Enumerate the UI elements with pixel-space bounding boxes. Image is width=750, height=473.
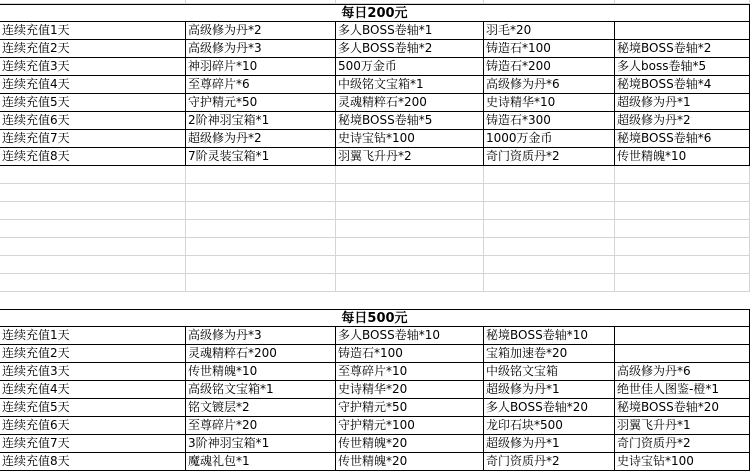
grid-cell[interactable]	[615, 184, 750, 202]
reward-cell[interactable]: 高级修为丹*3	[186, 40, 336, 58]
grid-cell[interactable]	[615, 166, 750, 184]
reward-cell[interactable]: 2阶神羽宝箱*1	[186, 112, 336, 130]
table-row	[0, 148, 750, 166]
grid-cell[interactable]	[336, 184, 484, 202]
reward-cell[interactable]: 铸造石*100	[336, 345, 484, 363]
reward-cell[interactable]: 史诗宝钻*100	[615, 453, 750, 471]
reward-cell[interactable]: 守护精元*50	[186, 94, 336, 112]
day-label-cell[interactable]: 连续充值4天	[0, 381, 186, 399]
table-row	[0, 435, 750, 453]
reward-cell[interactable]: 传世精魄*10	[615, 148, 750, 166]
reward-cell[interactable]: 高级修为丹*6	[615, 363, 750, 381]
reward-cell[interactable]: 多人boss卷轴*5	[615, 58, 750, 76]
reward-cell[interactable]: 中级铭文宝箱	[484, 363, 615, 381]
reward-cell[interactable]: 守护精元*100	[336, 417, 484, 435]
reward-cell[interactable]: 1000万金币	[484, 130, 615, 148]
reward-cell[interactable]: 多人BOSS卷轴*2	[336, 40, 484, 58]
empty-row	[0, 184, 750, 202]
day-label-cell[interactable]: 连续充值3天	[0, 58, 186, 76]
day-label-cell[interactable]: 连续充值7天	[0, 435, 186, 453]
reward-cell[interactable]: 7阶灵装宝箱*1	[186, 148, 336, 166]
reward-cell[interactable]: 铸造石*100	[484, 40, 615, 58]
day-label-cell[interactable]: 连续充值6天	[0, 112, 186, 130]
day-label-cell[interactable]: 连续充值5天	[0, 399, 186, 417]
grid-cell[interactable]	[336, 202, 484, 220]
grid-cell[interactable]	[484, 166, 615, 184]
grid-cell[interactable]	[484, 274, 615, 292]
grid-cell[interactable]	[186, 202, 336, 220]
reward-cell[interactable]: 奇门资质丹*2	[484, 148, 615, 166]
grid-cell[interactable]	[615, 238, 750, 256]
day-label-cell[interactable]: 连续充值3天	[0, 363, 186, 381]
reward-cell[interactable]: 传世精魄*10	[186, 363, 336, 381]
day-label-cell[interactable]: 连续充值2天	[0, 40, 186, 58]
reward-cell[interactable]: 羽毛*20	[484, 22, 615, 40]
grid-cell[interactable]	[186, 274, 336, 292]
table-row	[0, 417, 750, 435]
empty-row	[0, 166, 750, 184]
table-row	[0, 22, 750, 40]
reward-cell[interactable]: 守护精元*50	[336, 399, 484, 417]
reward-cell[interactable]	[615, 345, 750, 363]
reward-cell[interactable]: 铸造石*300	[484, 112, 615, 130]
grid-cell[interactable]	[0, 220, 186, 238]
reward-cell[interactable]: 超级修为丹*1	[484, 435, 615, 453]
grid-cell[interactable]	[186, 184, 336, 202]
grid-cell[interactable]	[336, 220, 484, 238]
reward-cell[interactable]: 魔魂礼包*1	[186, 453, 336, 471]
reward-cell[interactable]: 至尊碎片*10	[336, 363, 484, 381]
table-row	[0, 130, 750, 148]
empty-row	[0, 274, 750, 292]
table-row	[0, 345, 750, 363]
reward-cell[interactable]: 多人BOSS卷轴*10	[336, 327, 484, 345]
reward-cell[interactable]: 高级修为丹*2	[186, 22, 336, 40]
grid-cell[interactable]	[0, 256, 186, 274]
reward-cell[interactable]: 史诗宝钻*100	[336, 130, 484, 148]
day-label-cell[interactable]: 连续充值7天	[0, 130, 186, 148]
table-row	[0, 112, 750, 130]
grid-cell[interactable]	[336, 238, 484, 256]
grid-cell[interactable]	[0, 184, 186, 202]
section-title-row	[0, 309, 750, 327]
reward-cell[interactable]: 羽翼飞升丹*1	[615, 417, 750, 435]
reward-cell[interactable]: 传世精魄*20	[336, 453, 484, 471]
reward-cell[interactable]: 秘境BOSS卷轴*4	[615, 76, 750, 94]
reward-cell[interactable]: 宝箱加速卷*20	[484, 345, 615, 363]
table-row	[0, 453, 750, 471]
table-row	[0, 40, 750, 58]
grid-cell[interactable]	[336, 274, 484, 292]
reward-cell[interactable]: 多人BOSS卷轴*20	[484, 399, 615, 417]
reward-cell[interactable]: 超级修为丹*2	[186, 130, 336, 148]
section-title-row	[0, 4, 750, 22]
empty-row	[0, 238, 750, 256]
reward-cell[interactable]: 羽翼飞升丹*2	[336, 148, 484, 166]
reward-cell[interactable]: 龙印石块*500	[484, 417, 615, 435]
reward-cell[interactable]: 高级铭文宝箱*1	[186, 381, 336, 399]
table-row	[0, 363, 750, 381]
empty-row	[0, 220, 750, 238]
grid-cell[interactable]	[615, 202, 750, 220]
reward-cell[interactable]: 超级修为丹*1	[615, 94, 750, 112]
reward-cell[interactable]: 灵魂精粹石*200	[186, 345, 336, 363]
grid-cell[interactable]	[615, 220, 750, 238]
reward-cell[interactable]: 高级修为丹*3	[186, 327, 336, 345]
grid-cell[interactable]	[484, 238, 615, 256]
reward-cell[interactable]	[615, 327, 750, 345]
table-row	[0, 327, 750, 345]
day-label-cell[interactable]: 连续充值6天	[0, 417, 186, 435]
reward-cell[interactable]: 中级铭文宝箱*1	[336, 76, 484, 94]
grid-cell[interactable]	[336, 166, 484, 184]
grid-cell[interactable]	[0, 166, 186, 184]
grid-cell[interactable]	[186, 256, 336, 274]
reward-cell[interactable]: 神羽碎片*10	[186, 58, 336, 76]
reward-cell[interactable]: 史诗精华*20	[336, 381, 484, 399]
reward-cell[interactable]: 多人BOSS卷轴*1	[336, 22, 484, 40]
table-row	[0, 399, 750, 417]
grid-cell[interactable]	[0, 238, 186, 256]
reward-cell[interactable]: 高级修为丹*6	[484, 76, 615, 94]
table-row	[0, 381, 750, 399]
reward-cell[interactable]: 传世精魄*20	[336, 435, 484, 453]
reward-cell[interactable]: 秘境BOSS卷轴*6	[615, 130, 750, 148]
empty-row	[0, 256, 750, 274]
grid-cell[interactable]	[336, 256, 484, 274]
reward-cell[interactable]: 超级修为丹*1	[484, 381, 615, 399]
grid-cell[interactable]	[484, 202, 615, 220]
reward-cell[interactable]: 秘境BOSS卷轴*2	[615, 40, 750, 58]
reward-cell[interactable]: 500万金币	[336, 58, 484, 76]
day-label-cell[interactable]: 连续充值1天	[0, 22, 186, 40]
grid-cell[interactable]	[186, 220, 336, 238]
table-row	[0, 94, 750, 112]
grid-cell[interactable]	[484, 256, 615, 274]
empty-row	[0, 202, 750, 220]
section-title[interactable]: 每日500元	[0, 309, 750, 327]
reward-cell[interactable]: 超级修为丹*2	[615, 112, 750, 130]
reward-cell[interactable]: 至尊碎片*20	[186, 417, 336, 435]
reward-cell[interactable]: 秘境BOSS卷轴*20	[615, 399, 750, 417]
reward-cell[interactable]: 秘境BOSS卷轴*10	[484, 327, 615, 345]
grid-cell[interactable]	[484, 220, 615, 238]
reward-cell[interactable]	[615, 22, 750, 40]
reward-cell[interactable]: 至尊碎片*6	[186, 76, 336, 94]
day-label-cell[interactable]: 连续充值5天	[0, 94, 186, 112]
day-label-cell[interactable]: 连续充值1天	[0, 327, 186, 345]
table-row	[0, 58, 750, 76]
reward-cell[interactable]: 绝世佳人图鉴-橙*1	[615, 381, 750, 399]
reward-cell[interactable]: 史诗精华*10	[484, 94, 615, 112]
day-label-cell[interactable]: 连续充值8天	[0, 453, 186, 471]
reward-cell[interactable]: 铸造石*200	[484, 58, 615, 76]
section-title[interactable]: 每日200元	[0, 4, 750, 22]
grid-cell[interactable]	[484, 184, 615, 202]
reward-cell[interactable]: 3阶神羽宝箱*1	[186, 435, 336, 453]
grid-cell[interactable]	[615, 274, 750, 292]
day-label-cell[interactable]: 连续充值2天	[0, 345, 186, 363]
grid-cell[interactable]	[615, 256, 750, 274]
reward-cell[interactable]: 奇门资质丹*2	[484, 453, 615, 471]
reward-cell[interactable]: 灵魂精粹石*200	[336, 94, 484, 112]
day-label-cell[interactable]: 连续充值4天	[0, 76, 186, 94]
table-row	[0, 76, 750, 94]
grid-cell[interactable]	[186, 238, 336, 256]
grid-cell[interactable]	[0, 202, 186, 220]
grid-cell[interactable]	[186, 166, 336, 184]
reward-cell[interactable]: 秘境BOSS卷轴*5	[336, 112, 484, 130]
reward-cell[interactable]: 奇门资质丹*2	[615, 435, 750, 453]
reward-cell[interactable]: 铭文镀层*2	[186, 399, 336, 417]
day-label-cell[interactable]: 连续充值8天	[0, 148, 186, 166]
grid-cell[interactable]	[0, 274, 186, 292]
